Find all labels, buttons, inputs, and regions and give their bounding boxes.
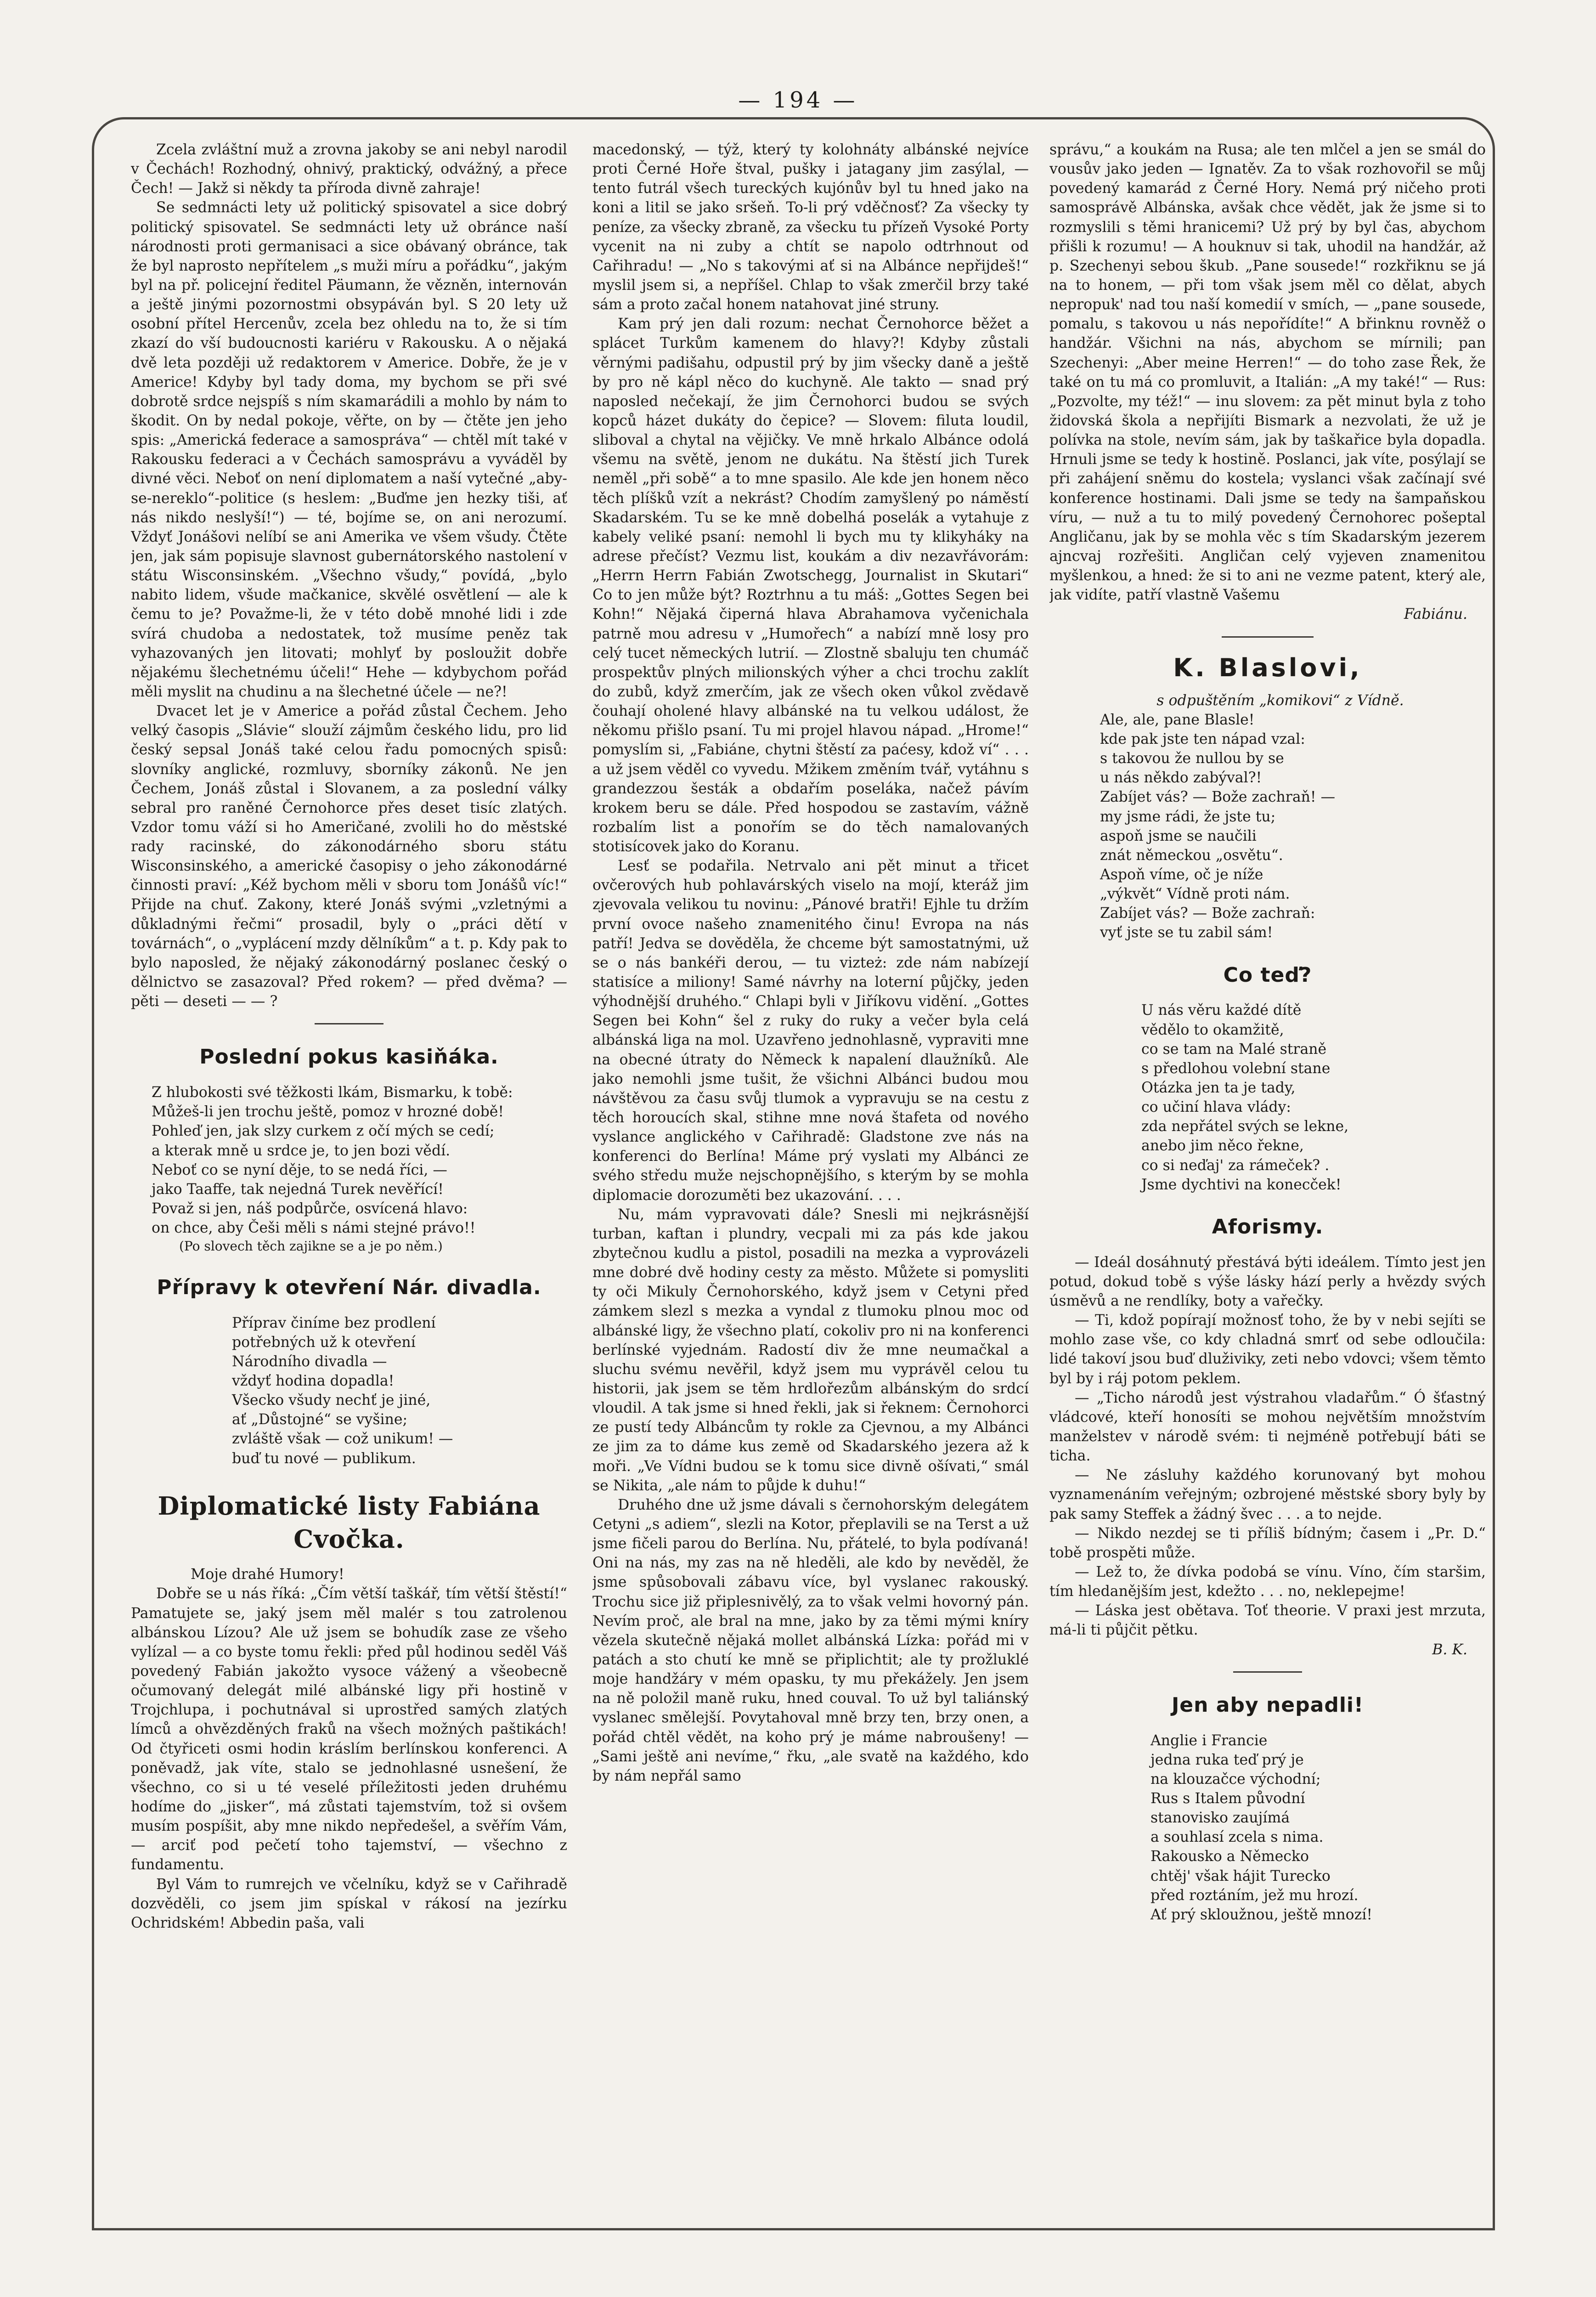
poem-line: Rus s Italem původní	[1150, 1790, 1305, 1807]
poem-line: jedna ruka teď prý je	[1150, 1751, 1304, 1768]
poem-line: Ať prý skloužnou, ještě mnozí!	[1150, 1906, 1372, 1923]
page-number: — 194 —	[738, 87, 858, 113]
aphorism: — Ne zásluhy každého korunovaný byt mohou vyznamenáním veřejným; ozbrojené městské sbory byly by pak samy Steffek a žádný švec . . . a to nejde.	[1049, 1467, 1486, 1522]
poem-line: s předlohou volební stane	[1141, 1060, 1331, 1077]
poem-line: „výkvět“ Vídně proti nám.	[1100, 886, 1290, 903]
aphorism: — Nikdo nezdej se ti příliš bídným; časem i „Pr. D.“ tobě prospěti může.	[1049, 1525, 1486, 1561]
poem-kasinak	[131, 1083, 567, 1255]
signature-bk: B. K.	[1432, 1641, 1467, 1658]
aphorism: — Lež to, že dívka podobá se vínu. Víno, čím staršim, tím hledanějším jest, kdežto . . . no, neklepejme!	[1049, 1563, 1486, 1600]
divider	[315, 1023, 383, 1024]
poem-line: Ale, ale, pane Blasle!	[1100, 711, 1255, 728]
poem-line: u nás někdo zabýval?!	[1100, 769, 1262, 786]
paragraph: správu,“ a koukám na Rusa; ale ten mlčel a jen se smál do vousův jako jeden — Ignatěv. Za to však rozhovořil se můj povedený kamarád z Černé Hory. Nemá prý ničeho proti samosprávě Albánska, avšak chce vědět, jak že jsme si to rozmyslili s těmi hranicemi? Už prý by byl čas, abychom přišli k rozumu! — A houknuv si tak, uhodil na handžár, až p. Szechenyi sebou škub. „Pane sousede!“ rozkřiknu se já na to honem, — při tom však jsem měl co dělat, abych nepropuk' nad tou naší komedií v smích, — „pane sousede, pomalu, s takovou u nás nepořídíte!“ A břinknu rovněž o handžár. Všichni na nás, abychom se mírnili; pan Szechenyi: „Aber meine Herren!“ — do toho zase Řek, že také on tu má co promluvit, a Italián: „A my také!“ — Rus: „Pozvolte, my též!“ — inu slovem: za pět minut byla z toho židovská škola a nepřijíti Bismark a nezvolati, že už je polívka na stole, nevím sám, jak by taškařice byla dopadla. Hrnuli jsme se tedy k hostině. Poslanci, jak víte, posýlají se při zahájení sněmu do kostela; vyslanci však začínají své konference hostinami. Dali jsme se tedy na šampaňskou víru, — nuž a tu to milý povedený Černohorec pošeptal Angličanu, jak by se mohla věc s tím Skadarským jezerem ajncvaj rozřešiti. Angličan celý vyjeven znamenitou myšlenkou, a hned: že si to ani ne vezme patent, který ale, jak vidíte, patří vlastně Vašemu	[1049, 141, 1486, 604]
poem-line: stanovisko zaujímá	[1150, 1810, 1290, 1827]
poem-line: Národního divadla —	[232, 1353, 387, 1370]
poem-line: buď tu nové — publikum.	[232, 1450, 416, 1467]
poem-line: co se tam na Malé straně	[1141, 1041, 1327, 1058]
poem-line: potřebných už k otevření	[232, 1334, 416, 1351]
poem-line: znát německou „osvětu“.	[1100, 847, 1283, 864]
poem-line: Příprav činíme bez prodlení	[232, 1314, 436, 1331]
heading-blaslovi: K. Blaslovi,	[1173, 653, 1362, 682]
poem-line: na klouzačce východní;	[1150, 1771, 1321, 1788]
paragraph: macedonský, — týž, který ty kolohnáty albánské nejvíce proti Černé Hoře štval, pušky i jatagany jim zasýlal, — tento futrál všech tureckých kujónův byl tu hned jako na koni a litil se jako sršeň. To-li prý vděčnosť? Za všecky ty peníze, za všecky zbraně, za všecku tu přízeň Vysoké Porty vycenit na ni zuby a chtít se napolo odtrhnout od Cařihradu! — „No s takovými ať si na Albánce nepřijdeš!“ myslil jsem si, a nepříšel. Chlap to však zmerčil brzy také sám a proto začal honem natahovat jiné struny.	[592, 141, 1029, 313]
column-2	[592, 140, 1029, 2217]
aphorism: — „Ticho národů jest výstrahou vladařům.“ Ó šťastný vládcové, kteří honosíti se mohou největším množstvím manželstev v národě svém: ti nejméně potřebují báti se ticha.	[1049, 1389, 1486, 1465]
poem-line: Rakousko a Německo	[1150, 1848, 1309, 1865]
paragraph: Kam prý jen dali rozum: nechat Černohorce běžet a splácet Turkům kamenem do hlavy?! Kdyby zůstali věrnými padišahu, odpustil prý by jim všecky daně a ještě by pro ně kápl něco do kuchyně. Ale takto — snad prý naposled nečekají, že jim Černohorci budou se svých kopců házet dukáty do čepice? — Slovem: filuta loudil, sliboval a chytal na vějičky. Ve mně hrkalo Albánce odolá všemu na světě, jenom ne dukátu. Na štěstí jich Turek neměl „při sobě“ a to mne spasilo. Ale kde jen honem něco těch plíšků vzít a nekrást? Chodím zamyšlený po náměstí Skadarském. Tu se ke mně dobelhá poselák a vytahuje z kabely veliké psaní: nemohl li bych mu ty klikyháky na adrese přečíst? Vezmu list, koukám a div nezavřávorám: „Herrn Herrn Fabián Zwotschegg, Journalist in Skutari“ Co to jen může být? Roztrhnu a tu máš: „Gottes Segen bei Kohn!“ Nějaká čiperná hlava Abrahamova vyčenichala patrně mou adresu v „Humořech“ a nabízí mně losy pro celý tucet německých lutrií. — Zlostně sbaluju ten chumáč prospektův plných milionských výher a chci trochu zaklít do zubů, když zmerčím, jak ze všech oken vůkol zvědavě čouhají oholené hlavy albánské na tu velkou událost, že někomu přišlo psaní. Tu mi projel hlavou nápad. „Hrome!“ pomyslím si, „Fabiáne, chytni štěstí za paćesy, kdož ví“ . . . a už jsem věděl co vyvedu. Mžikem změním tvář, vytáhnu s grandezzou šesták a obdařím poseláka, načež pávím krokem beru se dále. Před hospodou se zastavím, vážně rozbalím list a ponořím se do těch namalovaných stotisícovek jako do Koranu.	[592, 316, 1029, 855]
poem-line: Aspoň víme, oč je níže	[1100, 866, 1263, 883]
poem-line: Zabíjet vás? — Bože zachraň:	[1100, 905, 1315, 922]
poem-line: zvláště však — což unikum! —	[232, 1431, 453, 1448]
divider	[1233, 1671, 1302, 1673]
poem-line: Anglie i Francie	[1150, 1732, 1268, 1749]
aphorism: — Ti, kdož popírají možnosť toho, že by v nebi sejíti se mohlo zase vše, co kdy chladná smrť od sebe odloučila: lidé takoví jsou buď dluživiky, zeti nebo vdovci; všem těmto byl by i ráj potom peklem.	[1049, 1312, 1486, 1387]
heading-diplomaticke-listy: Diplomatické listy Fabiána Cvočka.	[158, 1491, 541, 1554]
poem-line: co si neďaj' za rámeček? .	[1141, 1157, 1330, 1174]
paragraph: Lesť se podařila. Netrvalo ani pět minut a třicet ovčerových hub pohlavárských viselo na mojí, kteráž jim zjevovala velikou tu novinu: „Pánové bratři! Ejhle tu držím první ovoce našeho znamenitého činu! Evropa na nás patří! Jedva se dověděla, že chceme být samostatnými, už se o nás bankéři derou, — tu vizteż: zde nám nabízejí statisíce a miliony! Samé návrhy na loterní půjčky, jeden výhodnější druhého.“ Chlapi byli v Jiříkovu vidění. „Gottes Segen bei Kohn“ šel z ruky do ruky a večer byla celá albánská liga na mol. Uzavřeno jednohlasně, vypraviti mne na obecné útraty do Německ k napalení dlaužníků. Ale jako nemohli jsme tušit, že všichni Albánci budou mou návštěvou za času svůj tlumok a vypravuju se na cestu z těch horoucích skal, stihne mne nová štafeta od nového vyslance anglického v Cařihradě: Gladstone zve nás na konferenci do Berlína! Máme prý vyslati my Albánci ze svého středu muže nejschopnějšího, s kterým by se mohla diplomacie dorozuměti bez ukazování. . . .	[592, 858, 1029, 1204]
poem-line: Zabíjet vás? — Bože zachraň! —	[1100, 789, 1336, 806]
heading-co-ted: Co teď?	[1223, 963, 1312, 987]
heading-posledni-pokus: Poslední pokus kasiňáka.	[199, 1045, 499, 1069]
paragraph: Zcela zvláštní muž a zrovna jakoby se ani nebyl narodil v Čechách! Rozhodný, ohnivý, praktický, odvážný, a přece Čech! — Jakž si někdy ta příroda divně zahraje!	[131, 141, 567, 197]
paragraph: Byl Vám to rumrejch ve včelníku, když se v Cařihradě dozvěděli, co jsem jim spískal v rákosí na jezírku Ochridském! Abbedin paša, vali	[131, 1876, 567, 1931]
column-3	[1049, 140, 1486, 2217]
heading-jen-aby-nepadli: Jen aby nepadli!	[1171, 1693, 1364, 1717]
poem-line: co učiní hlava vlády:	[1141, 1099, 1291, 1116]
poem-line: Jsme dychtivi na konecček!	[1141, 1176, 1342, 1193]
poem-line: Považ si jen, náš podpůrče, osvícená hlavo:	[152, 1200, 468, 1217]
poem-line: anebo jim něco řekne,	[1141, 1137, 1304, 1154]
paragraph: Nu, mám vypravovati dále? Snesli mi nejkrásnější turban, kaftan i plundry, vecpali mi za pás kde jakou zbytečnou kudlu a pistol, posadili na mezka a vyprovázeli mne dobré dvě hodiny cesty za město. Můžete si pomysliti ty oči Mikuly Černohorského, když jsem v Cetyni před zámkem slezl s mezka a vyndal z tlumoku plnou moc od albánské ligy, že všechno platí, cokoliv pro ni na konferenci berlínské vyjednám. Radostí div že mne neumačkal a sluchu svému nevěřil, když jsem mu vyprávěl celou tu historii, jak jsem se těm hrdlořezům albánským do srdcí vloudil. A tak jsme si hned řekli, jak si řeknem: Černohorci ze pustí tedy Albáncům ty rokle za Cjevnou, a my Albánci ze jim za to dáme kus země od Skadarského jezera až k moři. „Ve Vídni budou se k tomu sice divně ošívati,“ smál se Nikita, „ale nám to půjde k duhu!“	[592, 1206, 1029, 1494]
aphorism: — Ideál dosáhnutý přestává býti ideálem. Tímto jest jen potud, dokud tobě s výše lásky hází perly a hvězdy svých úsměvů a ne rendlíky, boty a vařečky.	[1049, 1254, 1486, 1309]
divider	[1222, 636, 1314, 638]
poem-line: Všecko všudy nechť je jiné,	[232, 1392, 431, 1409]
poem-note: (Po slovech těch zajikne se a je po něm.)	[179, 1239, 443, 1254]
poem-line: Z hlubokosti své těžkosti lkám, Bismarku, k tobě:	[152, 1084, 513, 1101]
poem-line: on chce, aby Češi měli s námi stejné právo!!	[152, 1220, 476, 1237]
poem-line: před roztáním, jež mu hrozí.	[1150, 1887, 1359, 1904]
signature-fabian: Fabiánu.	[1404, 606, 1467, 623]
poem-nepadli	[1049, 1731, 1486, 1924]
poem-line: jako Taaffe, tak nejedná Turek nevěřící!	[152, 1181, 444, 1198]
aphorism: — Láska jest obětava. Toť theorie. V praxi jest mrzuta, má-li ti půjčit pětku.	[1049, 1602, 1486, 1639]
poem-line: U nás věru každé dítě	[1141, 1002, 1302, 1019]
poem-line: Neboť co se nyní děje, to se nedá říci, —	[152, 1161, 447, 1178]
subheading: s odpuštěním „komikovi“ z Vídně.	[1156, 692, 1404, 709]
paragraph: Dobře se u nás říká: „Čím větší taškář, tím větší štěstí!“ Pamatujete se, jaký jsem měl malér s tou zatrolenou albánskou Lízou? Ale už jsem se bohudík zase ze všeho vylízal — a co byste tomu řekli: před půl hodinou seděl Váš povedený Fabián jakožto vysoce vážený a všeobecně očumovaný delegát milé albánské ligy při hostině v Trojchlupa, i pochutnával si uprostřed samých zlatých límců a ohvězděných fraků na všech možných paštikách! Od čtyřiceti osmi hodin kráslím berlínskou konferenci. A poněvadž, jak víte, stalo se jednohlasné usnešení, že všechno, co si u té veselé příležitosti jeden druhému hodíme do „jisker“, má zůstati tajemstvím, tož si ovšem musím pospíšit, aby mne nikdo nepředešel, a svěřím Vám, — arciť pod pečetí toho tajemství, — všechno z fundamentu.	[131, 1585, 567, 1873]
paragraph: Druhého dne už jsme dávali s černohorským delegátem Cetyni „s adiem“, slezli na Kotor, přeplavili se na Terst a už jsme fičeli parou do Berlína. Nu, přátelé, to byla podívaná! Oni na nás, my zas na ně hleděli, ale kdo by nevěděl, že jsme spůsobovali zábavu více, byl vyslanec rakouský. Trochu sice již připlesnivělý, za to však velmi hovorný pán. Nevím proč, ale bral na mne, jako by za těmi mými kníry vězela skutečně nějaká mollet albánská Lízka: pořád mi v patách a sto chutí ke mně se připlichtit; ale ty prožluklé moje handžáry v mém opasku, ty mu překážely. Jen jsem na ně položil maně ruku, hned couval. To už byl taliánský vyslanec smělejší. Povytahoval mně brzy ten, brzy onen, a pořád chtěl vědět, na koho prý je máme nabroušeny! — „Sami ještě ani nevíme,“ řku, „ale svatě na každého, kdo by nám nepřál samo	[592, 1496, 1029, 1784]
poem-line: Můžeš-li jen trochu ještě, pomoz v hrozné době!	[152, 1103, 504, 1120]
poem-line: chtěj' však hájit Turecko	[1150, 1867, 1331, 1884]
poem-blasl	[1049, 710, 1486, 943]
greeting: Moje drahé Humory!	[191, 1566, 344, 1583]
poem-line: Otázka jen ta je tady,	[1141, 1080, 1296, 1097]
poem-line: s takovou že nullou by se	[1100, 750, 1284, 767]
poem-line: my jsme rádi, že jste tu;	[1100, 808, 1276, 825]
poem-line: zda nepřátel svých se lekne,	[1141, 1118, 1349, 1135]
paragraph: Dvacet let je v Americe a pořád zůstal Čechem. Jeho velký časopis „Slávie“ slouží zájmům českého lidu, pro lid český sepsal Jonáš také celou řadu pomocných spisů: slovníky anglické, rozmluvy, sborníky zákonů. Ne jen Čechem, Jonáš zůstal i Slovanem, a za poslední války sebral pro raněné Černohorce přes deset tisíc zlatých. Vzdor tomu váží si ho Američané, zvolili ho do městské rady racinské, do zákonodárného sboru státu Wisconsinského, a americké časopisy o jeho zákonodárné činnosti praví: „Kéž bychom měli v sboru tom Jonášů víc!“ Přijde na chuť. Zakony, které Jonáš svými „vzletnými a důkladnými řečmi“ prosadil, byly o „práci dětí v továrnách“, o „vyplácení mzdy dělníkům“ a t. p. Kdy pak to bylo naposled, že nějaký zákonodárný poslanec český o dělnictvo se zasazoval? Před rokem? — před dvěma? — pěti — deseti — — ?	[131, 703, 567, 1010]
poem-line: a souhlasí zcela s nima.	[1150, 1829, 1324, 1846]
poem-line: Pohleď jen, jak slzy curkem z očí mých se cedí;	[152, 1123, 495, 1140]
poem-line: kde pak jste ten nápad vzal:	[1100, 731, 1305, 748]
poem-line: a kterak mně u srdce je, to jen bozi vědí.	[152, 1142, 451, 1159]
poem-line: vždyť hodina dopadla!	[232, 1373, 395, 1390]
poem-line: ať „Důstojné“ se vyšine;	[232, 1411, 408, 1428]
poem-co-ted	[1049, 1001, 1486, 1194]
heading-pripravy: Přípravy k otevření Nár. divadla.	[157, 1275, 541, 1299]
paragraph: Se sedmnácti lety už politický spisovatel a sice dobrý politický spisovatel. Se sedmnácti lety už obránce naší národnosti proti germanisaci a sice obávaný obránce, tak že byl naprosto nepřítelem „s muži míru a pořádku“, jakým byl na př. policejní ředitel Päumann, že vězněn, internován a ještě jinými pozornostmi obsypáván byl. S 20 lety už osobní přítel Hercenův, zcela bez ohledu na to, že si tím zkazí do vší budoucnosti kariéru v Rakousku. A o nějaká dvě leta později už redaktorem v Americe. Dobře, že je v Americe! Kdyby byl tady doma, my bychom se při své dobrotě srdce nejspíš s ním skamarádili a mohlo by nám to škodit. On by nedal pokoje, věřte, on by — čtěte jen jeho spis: „Americká federace a samospráva“ — chtěl mít také v Rakousku federaci a v Čechách samosprávu a vyváděl by divné věci. Neboť on není diplomatem a naší vytečné „aby-se-nereklo“-politice (s heslem: „Buďme jen hezky tiši, ať nás nikdo neslyší!“) — té, bojíme se, on ani nerozumí. Vždyť Jonášovi nelíbí se ani Amerika ve všem všudy. Čtěte jen, jak sám popisuje slavnost gubernátorského nastolení v státu Wisconsinském. „Všechno všudy,“ povídá, „bylo nabito lidem, všude mačkanice, skvělé osvětlení — ale k čemu to je? Považme-li, že v této době mnohé lidi i zde svírá chudoba a nedostatek, tož musíme peněz tak vyhazovaných jen litovati; mohlyť by posloužit dobře nějakému šlechetnému účeli!“ Hehe — kdybychom pořád měli myslit na chudinu a na šlechetné účele — ne?!	[131, 199, 567, 700]
poem-line: aspoň jsme se naučili	[1100, 827, 1257, 844]
poem-line: vědělo to okamžitě,	[1141, 1021, 1284, 1038]
heading-aforismy: Aforismy.	[1212, 1215, 1324, 1239]
poem-line: vyť jste se tu zabil sám!	[1100, 924, 1273, 941]
column-1	[131, 140, 567, 2217]
poem-divadlo	[131, 1313, 567, 1468]
